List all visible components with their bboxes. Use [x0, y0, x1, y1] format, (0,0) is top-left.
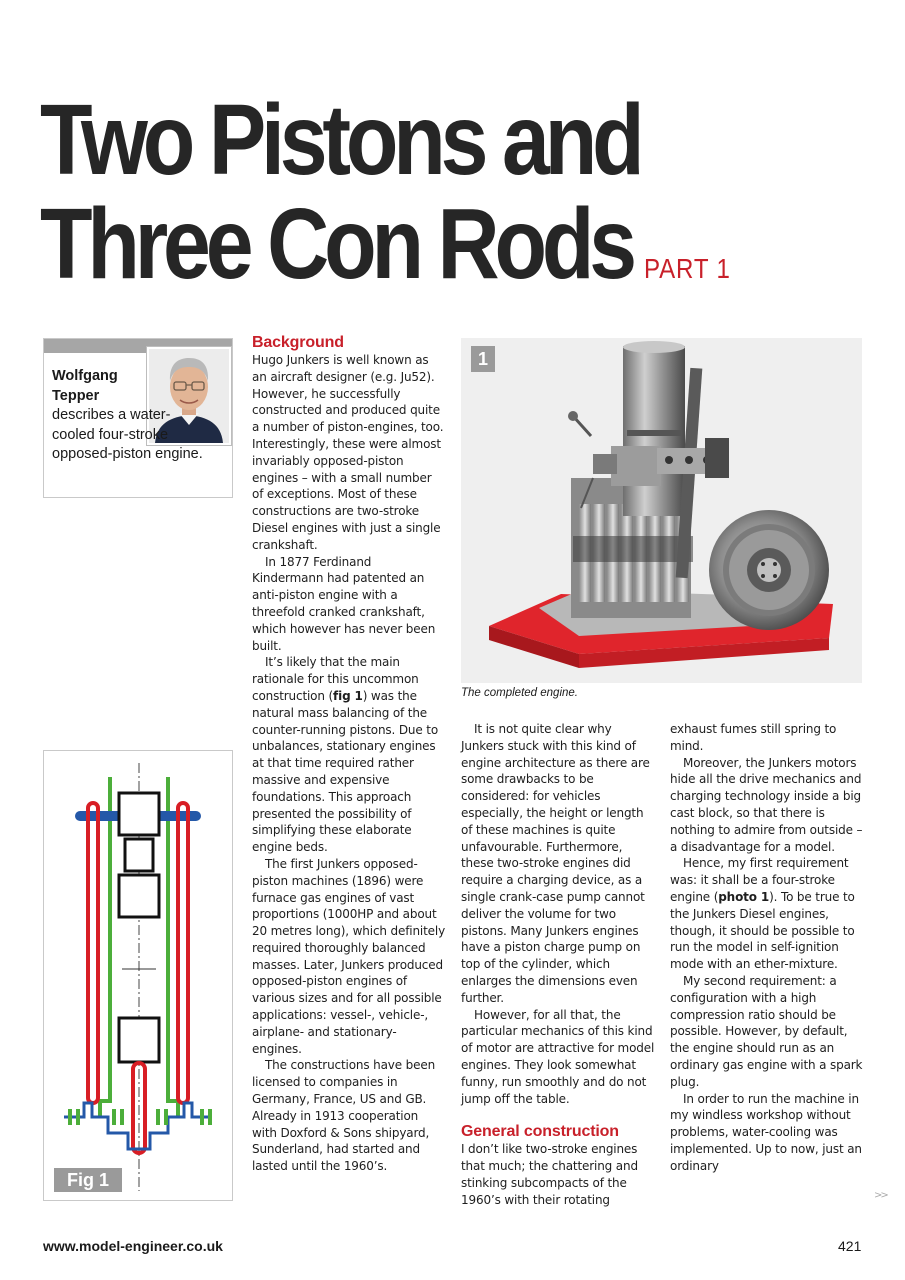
col3-p3-text-b: ). To be true to the Junkers Diesel engines, though, it should be possible to run the model in self-ignition mode with an ether-mixture. [670, 889, 855, 972]
col3-paragraph-4: My second requirement: a configuration with a high compression ratio should be possible. However, by default, the engine should run as an ordinary gas engine with a spark plug. [670, 973, 863, 1089]
footer-website[interactable]: www.model-engineer.co.uk [43, 1238, 223, 1254]
photo-completed-engine [461, 338, 862, 683]
byline-box [43, 338, 233, 498]
figure-1-diagram [43, 750, 233, 1201]
fig-1-reference: fig 1 [333, 688, 363, 703]
col1-paragraph-4: The first Junkers opposed-piston machines (1896) were furnace gas engines of vast proportions (1000HP and about 20 metres long), which definitely required thoroughly balanced masses. Later, Junkers produced opposed-piston engines of various sizes and for all possible applications: vessel-, vehicle-, airplane- and stationary-engines. [252, 856, 446, 1056]
byline-description: describes a water-cooled four-stroke opposed-piston engine. [52, 407, 203, 462]
col1-paragraph-3 [252, 654, 446, 856]
col1-paragraph-1: Hugo Junkers is well known as an aircraft designer (e.g. Ju52). However, he successfully constructed and produced quite a number of piston-engines, too. Interestingly, these were almost invariably opposed-piston engines – with a small number of exceptions. Most of these constructions are two-stroke Diesel engines with just a single crankshaft. [252, 353, 444, 552]
title-line-2: Three Con Rods [40, 188, 632, 300]
author-first-name: Wolfgang [52, 368, 118, 384]
page-number: 421 [838, 1238, 862, 1254]
col2-paragraph-2: However, for all that, the particular mechanics of this kind of motor are attractive for model engines. They look somewhat funny, run smoothly and do not jump off the table. [461, 1007, 655, 1106]
col1-p3-text-a: It’s likely that the main rationale for this uncommon construction ( [252, 655, 419, 703]
col3-paragraph-1: exhaust fumes still spring to mind. [670, 722, 837, 753]
col1-paragraph-2: In 1877 Ferdinand Kindermann had patented an anti-piston engine with a threefold cranked crankshaft, which however has never been built. [252, 554, 436, 653]
part-label: PART 1 [643, 253, 731, 284]
figure-label: Fig 1 [54, 1168, 122, 1192]
opposed-piston-schematic [44, 751, 232, 1200]
heading-general-construction: General construction [461, 1123, 619, 1141]
article-title [40, 84, 731, 321]
byline-text [52, 367, 230, 465]
col3-paragraph-2: Moreover, the Junkers motors hide all the drive mechanics and charging technology inside a big cast block, so that there is nothing to admire from outside – a disadvantage for a model. [670, 755, 863, 854]
engine-illustration [461, 338, 862, 683]
title-line-1: Two Pistons and [40, 84, 640, 196]
col3-paragraph-3 [670, 855, 866, 973]
author-last-name: Tepper [52, 387, 100, 404]
photo-1-reference: photo 1 [718, 889, 770, 904]
col2-paragraph-3: I don’t like two-stroke engines that much; the chattering and stinking subcompacts of the 1960’s with their rotating [461, 1142, 638, 1207]
col3-p3-text-a: Hence, my first requirement was: it shall be a four-stroke engine ( [670, 856, 849, 904]
heading-background: Background [252, 334, 344, 351]
col3-paragraph-5: In order to run the machine in my windless workshop without problems, water-cooling was implemented. Up to now, just an ordinary [670, 1091, 862, 1173]
col1-p3-text-b: ) was the natural mass balancing of the counter-running pistons. Due to unbalances, stationary engines at that time required rather massive and expensive foundations. This approach presented the possibility of simplifying these elaborate engine beds. [252, 688, 439, 855]
column-1 [252, 334, 446, 1175]
continued-arrow: >> [874, 1190, 887, 1201]
column-2 [461, 721, 657, 1209]
column-3 [670, 721, 866, 1175]
photo-caption: The completed engine. [461, 687, 578, 699]
col1-paragraph-5: The constructions have been licensed to companies in Germany, France, US and GB. Already in 1913 cooperation with Doxford & Sons shipyard, Sunderland, had started and lasted until the 1960’s. [252, 1058, 436, 1174]
col2-paragraph-1: It is not quite clear why Junkers stuck with this kind of engine architecture as there are some drawbacks to be considered: for vehicles especially, the height or length of these machines is quite unfavourable. Furthermore, these two-stroke engines did require a charging device, as a single crank-case pump cannot deliver the volume for two pistons. Many Junkers engines have a piston charge pump on top of the cylinder, which enlarges the dimensions even further. [461, 722, 650, 1005]
photo-number-badge: 1 [471, 346, 495, 372]
